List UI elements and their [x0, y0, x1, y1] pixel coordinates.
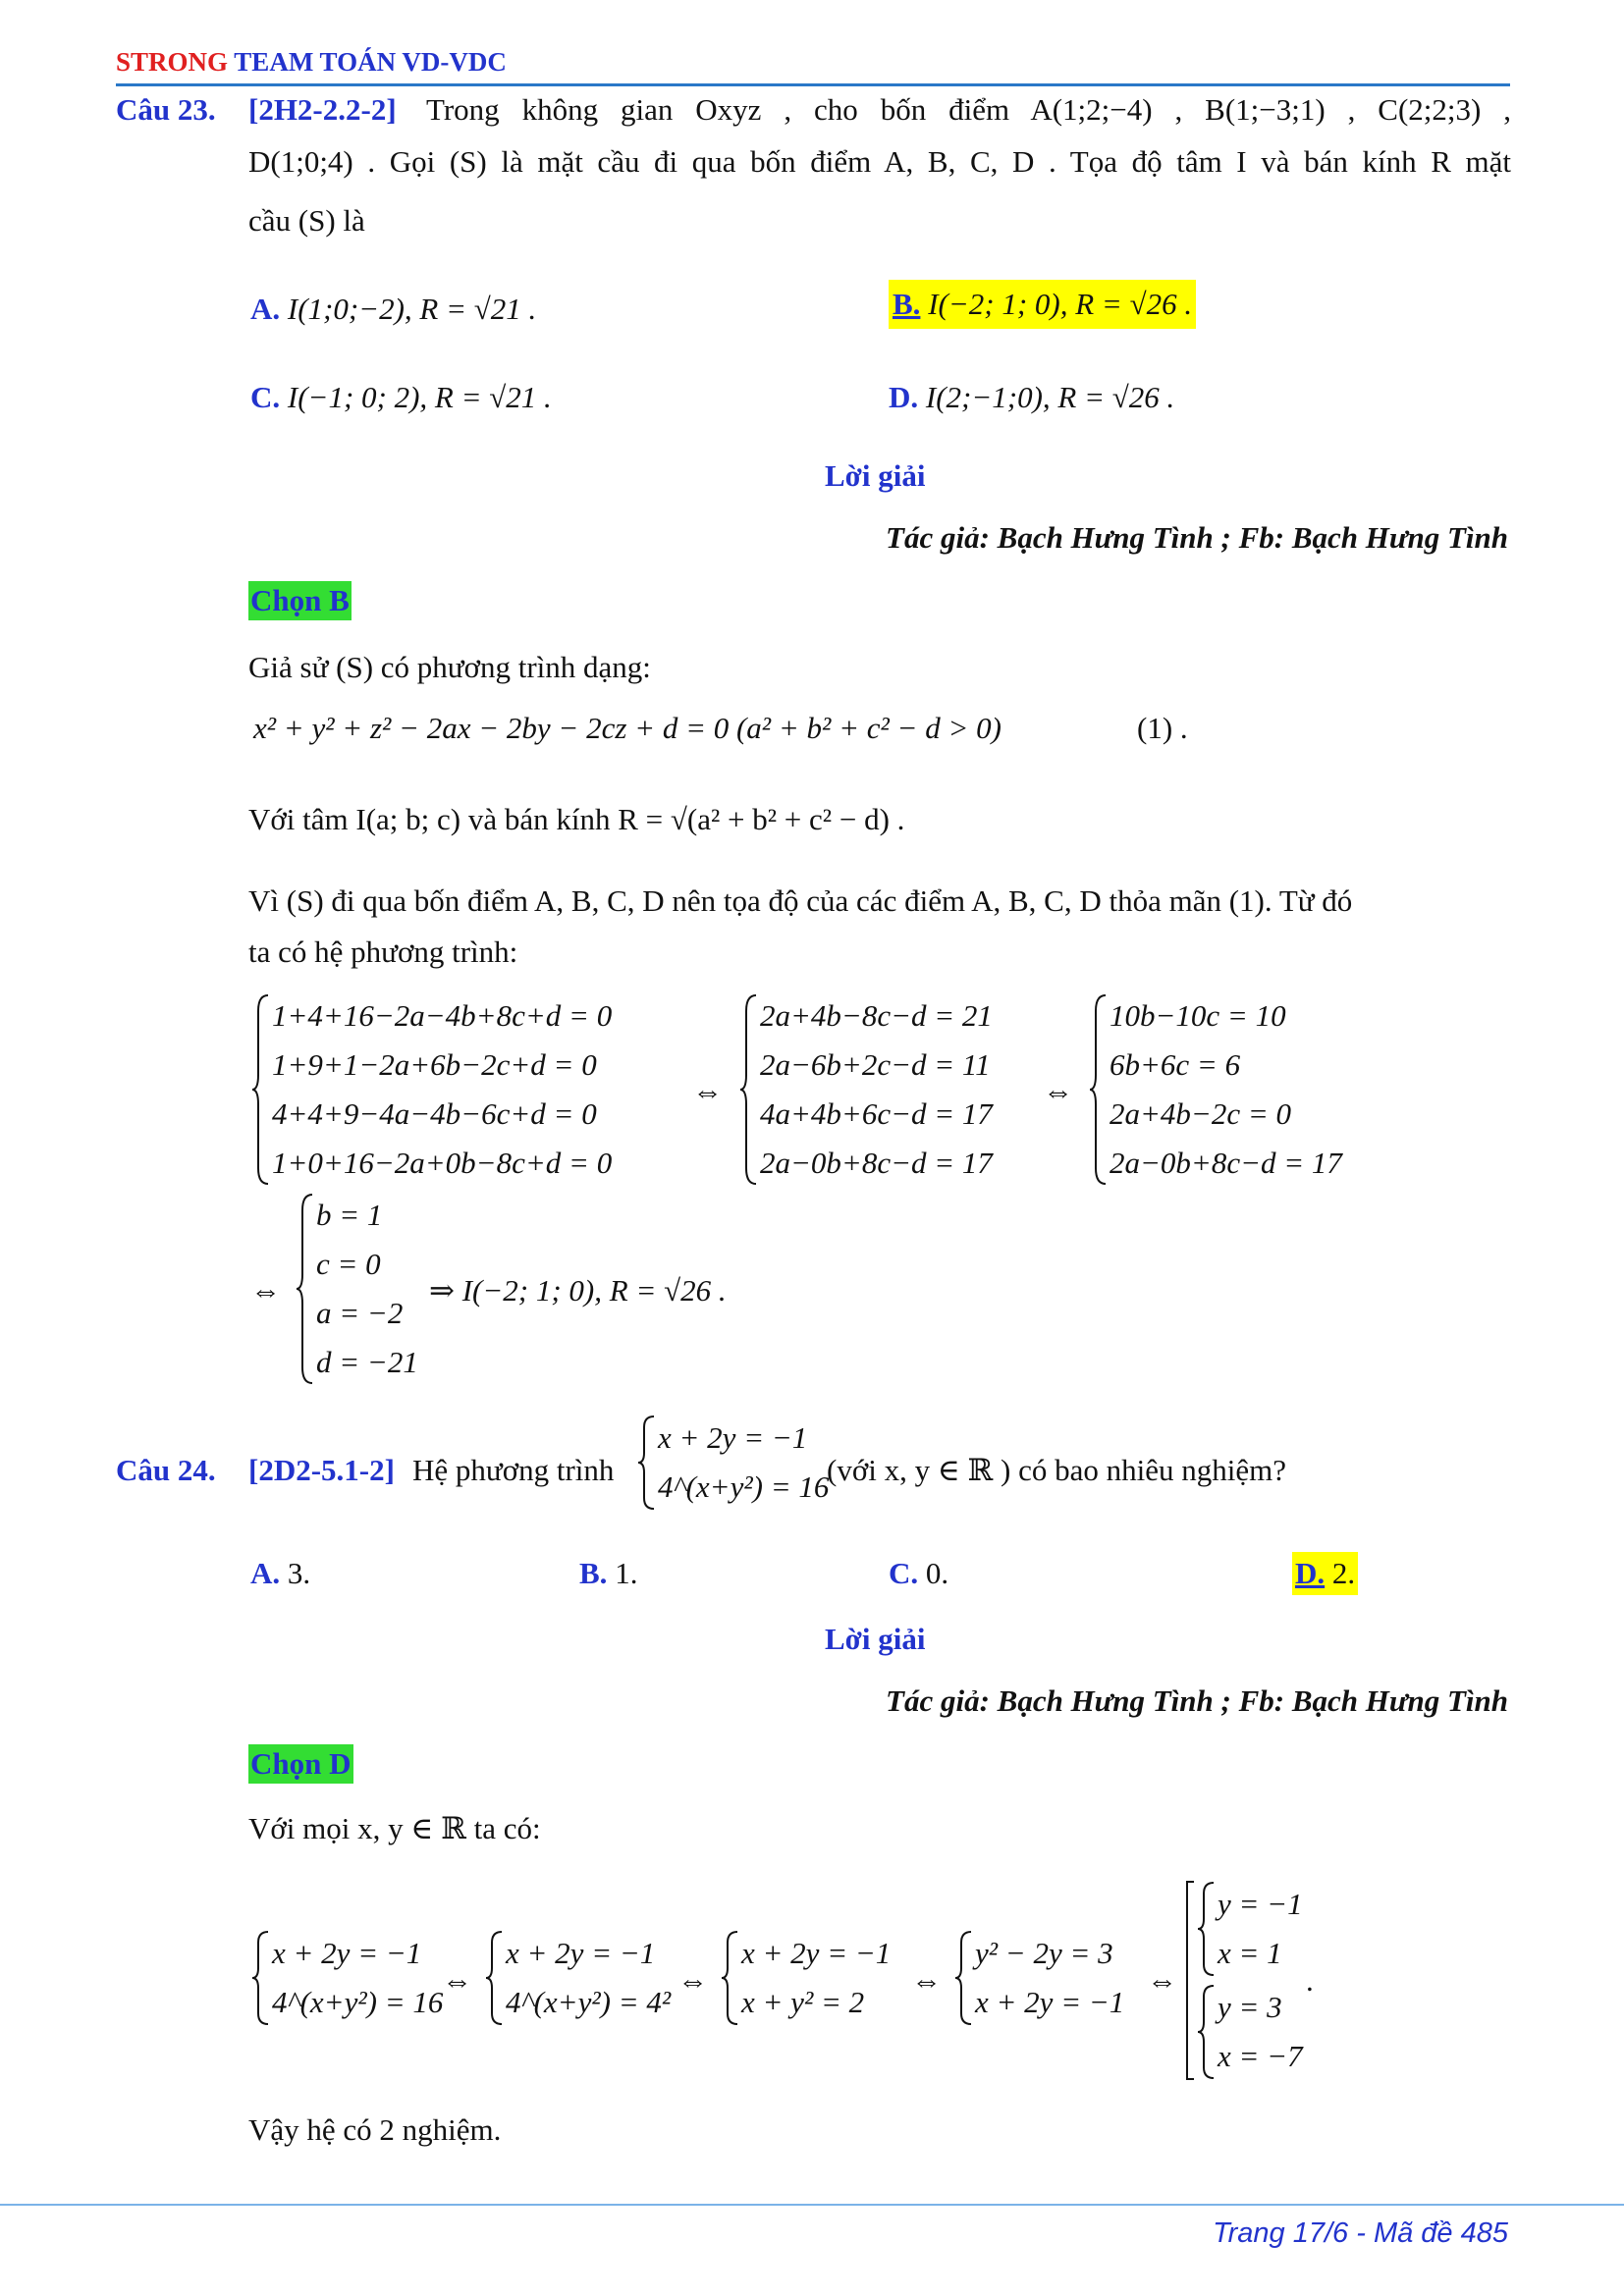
q24-option-b-text: 1. — [615, 1556, 638, 1590]
q23-sol-eq1: x² + y² + z² − 2ax − 2by − 2cz + d = 0 (a² + b² + c² − d > 0) — [253, 711, 1001, 745]
q24-chain-s5a — [1196, 1880, 1314, 1978]
q23-option-b-text: I(−2; 1; 0), R = √26 . — [928, 287, 1193, 321]
q24-label: Câu 24. — [116, 1453, 216, 1487]
q23-sys3-row: 2a−0b+8c−d = 17 — [1110, 1146, 1342, 1180]
brace-icon — [250, 1929, 272, 2027]
q24-option-a-letter: A. — [250, 1556, 281, 1590]
q23-sys4-row: b = 1 — [316, 1198, 383, 1232]
q24-chain-period: . — [1306, 1963, 1314, 1998]
q23-code: [2H2-2.2-2] — [248, 92, 397, 127]
q24-chain-s4 — [953, 1929, 1150, 2027]
q23-stem-line3: cầu (S) là — [248, 203, 365, 238]
q24-option-d-text: 2. — [1331, 1556, 1356, 1590]
q24-chain-s2 — [484, 1929, 680, 2027]
q24-stem-system — [636, 1414, 833, 1512]
brace-icon — [1196, 1880, 1218, 1978]
brace-icon — [738, 991, 760, 1188]
q23-sol-line1: Giả sử (S) có phương trình dạng: — [248, 650, 651, 684]
q24-stem-pre: Hệ phương trình — [412, 1453, 615, 1487]
q23-option-a-text: I(1;0;−2), R = √21 . — [287, 292, 537, 326]
q24-equiv-3: ⇔ — [911, 1963, 942, 1998]
q24-option-c-letter: C. — [889, 1556, 919, 1590]
q24-chain-row: x + 2y = −1 — [272, 1936, 422, 1970]
q24-option-b[interactable] — [579, 1554, 637, 1593]
footer-page: Trang 17/6 - Mã đề 485 — [1213, 2217, 1508, 2249]
q23-sys2-row: 4a+4b+6c−d = 17 — [760, 1096, 993, 1131]
q23-solution-title: Lời giải — [825, 458, 926, 493]
q23-sys2-row: 2a−0b+8c−d = 17 — [760, 1146, 993, 1180]
brace-icon — [295, 1191, 316, 1387]
q23-sys1-row: 1+4+16−2a−4b+8c+d = 0 — [272, 998, 613, 1033]
brace-icon — [1196, 1983, 1218, 2081]
q24-choice: Chọn D — [248, 1744, 353, 1784]
brace-icon — [953, 1929, 975, 2027]
q24-author: Tác giả: Bạch Hưng Tình ; Fb: Bạch Hưng Tình — [886, 1683, 1508, 1718]
q23-label: Câu 23. — [116, 92, 216, 127]
header-title-red: STRONG — [116, 47, 229, 77]
q23-equiv-3: ⇔ — [250, 1273, 281, 1308]
q23-system-2 — [738, 991, 1062, 1188]
q24-chain-row: x = −7 — [1218, 2039, 1303, 2073]
q23-sol-line3: Vì (S) đi qua bốn điểm A, B, C, D nên tọa độ của các điểm A, B, C, D thỏa mãn (1). Từ đó — [248, 883, 1353, 918]
q23-stem-line2: D(1;0;4) . Gọi (S) là mặt cầu đi qua bốn điểm A, B, C, D . Tọa độ tâm I và bán kính R mặt — [248, 144, 1511, 179]
q24-option-d[interactable] — [1292, 1552, 1358, 1595]
q24-chain-s3 — [720, 1929, 916, 2027]
q23-system-1 — [250, 991, 682, 1188]
brace-icon — [1088, 991, 1110, 1188]
q23-option-a[interactable] — [250, 290, 536, 329]
q24-chain-row: y = −1 — [1218, 1887, 1303, 1921]
q24-chain-row: 4^(x+y²) = 4² — [506, 1985, 672, 2019]
q24-chain-row: x + 2y = −1 — [741, 1936, 892, 1970]
q24-option-b-letter: B. — [579, 1556, 608, 1590]
q23-option-b[interactable] — [889, 280, 1196, 329]
q24-option-d-letter: D. — [1295, 1556, 1326, 1590]
brace-icon — [250, 991, 272, 1188]
q24-conclusion: Vậy hệ có 2 nghiệm. — [248, 2112, 502, 2147]
q23-option-c-letter: C. — [250, 380, 281, 414]
q24-stem-sys-row: x + 2y = −1 — [658, 1420, 808, 1455]
q24-chain-row: x + 2y = −1 — [506, 1936, 656, 1970]
q23-result: ⇒ I(−2; 1; 0), R = √26 . — [429, 1273, 727, 1308]
q23-choice: Chọn B — [248, 581, 352, 620]
q23-option-a-letter: A. — [250, 292, 281, 326]
q23-option-c-text: I(−1; 0; 2), R = √21 . — [287, 380, 552, 414]
q23-sys4-row: a = −2 — [316, 1296, 404, 1330]
q23-equiv-2: ⇔ — [1043, 1074, 1073, 1108]
q23-option-d-letter: D. — [889, 380, 919, 414]
q24-chain-s1 — [250, 1929, 447, 2027]
q24-chain-row: y² − 2y = 3 — [975, 1936, 1113, 1970]
q24-code: [2D2-5.1-2] — [248, 1453, 395, 1487]
q23-sys1-row: 1+0+16−2a+0b−8c+d = 0 — [272, 1146, 613, 1180]
q24-solution-title: Lời giải — [825, 1622, 926, 1656]
q24-option-c-text: 0. — [925, 1556, 949, 1590]
brace-icon — [636, 1414, 658, 1512]
q24-option-a-text: 3. — [287, 1556, 311, 1590]
q24-option-a[interactable] — [250, 1554, 310, 1593]
square-bracket-icon — [1184, 1880, 1196, 2081]
q24-chain-s5b — [1196, 1983, 1314, 2081]
header-title-blue: TEAM TOÁN VD-VDC — [234, 47, 507, 77]
q23-sys2-row: 2a−6b+2c−d = 11 — [760, 1047, 991, 1082]
q23-stem-line1: Trong không gian Oxyz , cho bốn điểm A(1;2;−4) , B(1;−3;1) , C(2;2;3) , — [426, 92, 1511, 127]
q24-chain-row: x + 2y = −1 — [975, 1985, 1125, 2019]
q23-equiv-1: ⇔ — [692, 1074, 723, 1108]
header-divider — [116, 83, 1510, 86]
q23-sys1-row: 4+4+9−4a−4b−6c+d = 0 — [272, 1096, 597, 1131]
q24-option-c[interactable] — [889, 1554, 948, 1593]
brace-icon — [720, 1929, 741, 2027]
q23-sol-line2: Với tâm I(a; b; c) và bán kính R = √(a² + b² + c² − d) . — [248, 802, 905, 836]
q23-sys3-row: 2a+4b−2c = 0 — [1110, 1096, 1292, 1131]
q24-stem-post: (với x, y ∈ ℝ ) có bao nhiêu nghiệm? — [827, 1453, 1286, 1487]
q23-sys4-row: d = −21 — [316, 1345, 418, 1379]
q23-sys1-row: 1+9+1−2a+6b−2c+d = 0 — [272, 1047, 597, 1082]
brace-icon — [484, 1929, 506, 2027]
q24-chain-row: x = 1 — [1218, 1936, 1282, 1970]
q23-sys3-row: 10b−10c = 10 — [1110, 998, 1286, 1033]
q23-sys4-row: c = 0 — [316, 1247, 381, 1281]
q23-option-c[interactable] — [250, 378, 552, 417]
q24-chain-row: 4^(x+y²) = 16 — [272, 1985, 444, 2019]
q24-equiv-4: ⇔ — [1147, 1963, 1177, 1998]
q23-sol-line4: ta có hệ phương trình: — [248, 934, 518, 969]
q24-equiv-2: ⇔ — [677, 1963, 708, 1998]
q24-stem-sys-row: 4^(x+y²) = 16 — [658, 1469, 830, 1504]
q24-chain-row: x + y² = 2 — [741, 1985, 865, 2019]
q23-sys3-row: 6b+6c = 6 — [1110, 1047, 1241, 1082]
q23-author: Tác giả: Bạch Hưng Tình ; Fb: Bạch Hưng Tình — [886, 520, 1508, 555]
q23-system-4 — [295, 1191, 442, 1387]
q23-option-d[interactable] — [889, 378, 1174, 417]
q23-sys2-row: 2a+4b−8c−d = 21 — [760, 998, 993, 1033]
q24-chain-row: y = 3 — [1218, 1990, 1282, 2024]
q24-sol-line1: Với mọi x, y ∈ ℝ ta có: — [248, 1811, 541, 1845]
q23-option-b-letter: B. — [893, 287, 921, 321]
footer-divider — [0, 2204, 1624, 2206]
q23-system-3 — [1088, 991, 1412, 1188]
q23-sol-eq1-tag: (1) . — [1137, 711, 1188, 745]
q24-equiv-1: ⇔ — [442, 1963, 472, 1998]
header-title — [116, 44, 507, 80]
q23-option-d-text: I(2;−1;0), R = √26 . — [925, 380, 1175, 414]
